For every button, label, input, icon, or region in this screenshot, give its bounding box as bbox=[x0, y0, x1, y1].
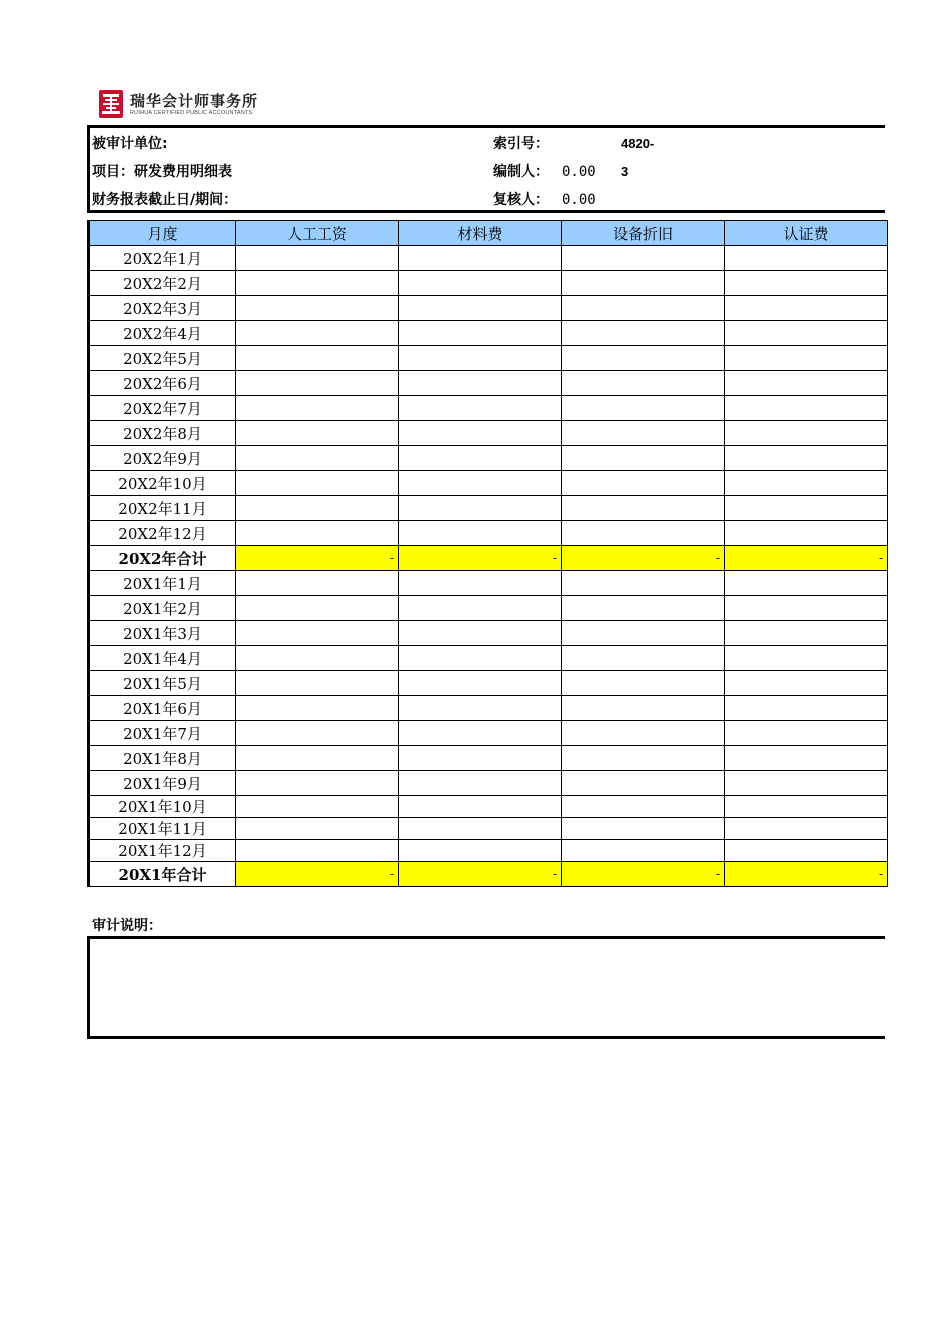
material-cell[interactable] bbox=[399, 296, 562, 321]
labor-cell[interactable] bbox=[236, 818, 399, 840]
table-header-row bbox=[89, 221, 888, 246]
depreciation-cell[interactable] bbox=[562, 296, 725, 321]
labor-cell[interactable] bbox=[236, 396, 399, 421]
certification-cell[interactable] bbox=[725, 671, 888, 696]
labor-cell[interactable] bbox=[236, 696, 399, 721]
firm-logo bbox=[97, 88, 258, 120]
index-value: 4820-3 bbox=[621, 136, 655, 179]
col-header-labor: 人工工资 bbox=[236, 221, 399, 246]
material-cell[interactable] bbox=[399, 818, 562, 840]
certification-cell[interactable] bbox=[725, 771, 888, 796]
month-cell: 20X2年12月 bbox=[89, 521, 236, 546]
labor-cell[interactable] bbox=[236, 246, 399, 271]
certification-cell[interactable] bbox=[725, 496, 888, 521]
depreciation-cell[interactable] bbox=[562, 721, 725, 746]
depreciation-cell[interactable] bbox=[562, 571, 725, 596]
month-cell: 20X1年2月 bbox=[89, 596, 236, 621]
material-cell[interactable] bbox=[399, 421, 562, 446]
month-cell: 20X2年7月 bbox=[89, 396, 236, 421]
labor-cell[interactable] bbox=[236, 796, 399, 818]
table-row bbox=[89, 521, 888, 546]
material-cell[interactable] bbox=[399, 671, 562, 696]
labor-cell[interactable] bbox=[236, 771, 399, 796]
depreciation-cell[interactable] bbox=[562, 818, 725, 840]
labor-cell[interactable] bbox=[236, 646, 399, 671]
month-cell: 20X1年8月 bbox=[89, 746, 236, 771]
material-cell[interactable] bbox=[399, 446, 562, 471]
depreciation-total-cell: - bbox=[562, 546, 725, 571]
certification-cell[interactable] bbox=[725, 746, 888, 771]
table-row bbox=[89, 621, 888, 646]
labor-total-cell: - bbox=[236, 546, 399, 571]
reviewer-value: 0.00 bbox=[562, 192, 596, 208]
period-label: 财务报表截止日/期间： bbox=[92, 192, 238, 208]
index-label: 索引号： bbox=[493, 136, 549, 152]
depreciation-cell[interactable] bbox=[562, 521, 725, 546]
labor-cell[interactable] bbox=[236, 496, 399, 521]
material-cell[interactable] bbox=[399, 796, 562, 818]
table-row bbox=[89, 571, 888, 596]
rd-expense-table bbox=[87, 220, 888, 887]
month-cell: 20X1年1月 bbox=[89, 571, 236, 596]
material-cell[interactable] bbox=[399, 596, 562, 621]
table-row bbox=[89, 371, 888, 396]
month-cell: 20X1年12月 bbox=[89, 840, 236, 862]
table-row bbox=[89, 771, 888, 796]
labor-cell[interactable] bbox=[236, 271, 399, 296]
entity-label: 被审计单位: bbox=[92, 136, 168, 152]
month-cell: 20X2年5月 bbox=[89, 346, 236, 371]
reviewer-label: 复核人： bbox=[493, 192, 549, 208]
certification-cell[interactable] bbox=[725, 396, 888, 421]
month-cell: 20X1年4月 bbox=[89, 646, 236, 671]
material-cell[interactable] bbox=[399, 396, 562, 421]
table-row bbox=[89, 818, 888, 840]
material-cell[interactable] bbox=[399, 746, 562, 771]
material-cell[interactable] bbox=[399, 771, 562, 796]
labor-cell[interactable] bbox=[236, 721, 399, 746]
labor-cell[interactable] bbox=[236, 371, 399, 396]
material-cell[interactable] bbox=[399, 571, 562, 596]
month-cell: 20X2年4月 bbox=[89, 321, 236, 346]
col-header-depreciation: 设备折旧 bbox=[562, 221, 725, 246]
month-cell: 20X2年9月 bbox=[89, 446, 236, 471]
certification-cell[interactable] bbox=[725, 818, 888, 840]
depreciation-cell[interactable] bbox=[562, 796, 725, 818]
table-row bbox=[89, 246, 888, 271]
material-total-cell: - bbox=[399, 862, 562, 887]
table-row bbox=[89, 271, 888, 296]
audit-notes-label: 审计说明： bbox=[92, 918, 162, 934]
audit-notes-box[interactable] bbox=[87, 936, 885, 1039]
month-cell: 20X2年3月 bbox=[89, 296, 236, 321]
certification-cell[interactable] bbox=[725, 346, 888, 371]
total-row bbox=[89, 862, 888, 887]
col-header-month: 月度 bbox=[89, 221, 236, 246]
depreciation-cell[interactable] bbox=[562, 496, 725, 521]
material-cell[interactable] bbox=[399, 496, 562, 521]
month-cell: 20X2年8月 bbox=[89, 421, 236, 446]
total-label: 20X1年合计 bbox=[89, 862, 236, 887]
depreciation-cell[interactable] bbox=[562, 246, 725, 271]
month-cell: 20X2年1月 bbox=[89, 246, 236, 271]
table-row bbox=[89, 446, 888, 471]
month-cell: 20X2年10月 bbox=[89, 471, 236, 496]
certification-cell[interactable] bbox=[725, 696, 888, 721]
depreciation-cell[interactable] bbox=[562, 840, 725, 862]
depreciation-cell[interactable] bbox=[562, 271, 725, 296]
labor-cell[interactable] bbox=[236, 321, 399, 346]
labor-cell[interactable] bbox=[236, 446, 399, 471]
material-cell[interactable] bbox=[399, 246, 562, 271]
month-cell: 20X1年3月 bbox=[89, 621, 236, 646]
table-row bbox=[89, 596, 888, 621]
depreciation-cell[interactable] bbox=[562, 621, 725, 646]
certification-cell[interactable] bbox=[725, 721, 888, 746]
material-cell[interactable] bbox=[399, 521, 562, 546]
material-cell[interactable] bbox=[399, 371, 562, 396]
ruihua-logo-icon bbox=[97, 89, 125, 119]
certification-total-cell: - bbox=[725, 546, 888, 571]
month-cell: 20X2年6月 bbox=[89, 371, 236, 396]
depreciation-cell[interactable] bbox=[562, 346, 725, 371]
table-row bbox=[89, 321, 888, 346]
certification-cell[interactable] bbox=[725, 596, 888, 621]
month-cell: 20X1年10月 bbox=[89, 796, 236, 818]
certification-cell[interactable] bbox=[725, 571, 888, 596]
labor-cell[interactable] bbox=[236, 521, 399, 546]
labor-cell[interactable] bbox=[236, 346, 399, 371]
material-cell[interactable] bbox=[399, 321, 562, 346]
labor-cell[interactable] bbox=[236, 421, 399, 446]
certification-cell[interactable] bbox=[725, 446, 888, 471]
certification-cell[interactable] bbox=[725, 840, 888, 862]
labor-cell[interactable] bbox=[236, 471, 399, 496]
depreciation-cell[interactable] bbox=[562, 371, 725, 396]
col-header-certification: 认证费 bbox=[725, 221, 888, 246]
month-cell: 20X1年5月 bbox=[89, 671, 236, 696]
certification-cell[interactable] bbox=[725, 621, 888, 646]
total-row bbox=[89, 546, 888, 571]
depreciation-total-cell: - bbox=[562, 862, 725, 887]
depreciation-cell[interactable] bbox=[562, 771, 725, 796]
depreciation-cell[interactable] bbox=[562, 596, 725, 621]
depreciation-cell[interactable] bbox=[562, 671, 725, 696]
depreciation-cell[interactable] bbox=[562, 646, 725, 671]
material-cell[interactable] bbox=[399, 621, 562, 646]
material-cell[interactable] bbox=[399, 840, 562, 862]
workpaper-header bbox=[87, 125, 885, 213]
project-label: 项目：研发费用明细表 bbox=[92, 164, 232, 180]
table-row bbox=[89, 696, 888, 721]
table-row bbox=[89, 796, 888, 818]
month-cell: 20X1年7月 bbox=[89, 721, 236, 746]
material-cell[interactable] bbox=[399, 471, 562, 496]
col-header-material: 材料费 bbox=[399, 221, 562, 246]
certification-cell[interactable] bbox=[725, 371, 888, 396]
certification-cell[interactable] bbox=[725, 321, 888, 346]
material-cell[interactable] bbox=[399, 696, 562, 721]
certification-cell[interactable] bbox=[725, 296, 888, 321]
table-row bbox=[89, 671, 888, 696]
table-row bbox=[89, 346, 888, 371]
certification-total-cell: - bbox=[725, 862, 888, 887]
certification-cell[interactable] bbox=[725, 796, 888, 818]
table-row bbox=[89, 396, 888, 421]
material-cell[interactable] bbox=[399, 271, 562, 296]
depreciation-cell[interactable] bbox=[562, 696, 725, 721]
table-row bbox=[89, 721, 888, 746]
firm-name-cn: 瑞华会计师事务所 bbox=[130, 91, 259, 110]
depreciation-cell[interactable] bbox=[562, 396, 725, 421]
labor-total-cell: - bbox=[236, 862, 399, 887]
certification-cell[interactable] bbox=[725, 271, 888, 296]
certification-cell[interactable] bbox=[725, 471, 888, 496]
month-cell: 20X2年2月 bbox=[89, 271, 236, 296]
depreciation-cell[interactable] bbox=[562, 421, 725, 446]
table-row bbox=[89, 471, 888, 496]
labor-cell[interactable] bbox=[236, 621, 399, 646]
material-cell[interactable] bbox=[399, 646, 562, 671]
table-row bbox=[89, 746, 888, 771]
table-row bbox=[89, 296, 888, 321]
table-row bbox=[89, 646, 888, 671]
material-total-cell: - bbox=[399, 546, 562, 571]
table-row bbox=[89, 421, 888, 446]
depreciation-cell[interactable] bbox=[562, 471, 725, 496]
month-cell: 20X1年9月 bbox=[89, 771, 236, 796]
certification-cell[interactable] bbox=[725, 521, 888, 546]
certification-cell[interactable] bbox=[725, 421, 888, 446]
preparer-value: 0.00 bbox=[562, 164, 596, 180]
month-cell: 20X1年11月 bbox=[89, 818, 236, 840]
table-row bbox=[89, 496, 888, 521]
labor-cell[interactable] bbox=[236, 296, 399, 321]
depreciation-cell[interactable] bbox=[562, 446, 725, 471]
labor-cell[interactable] bbox=[236, 671, 399, 696]
labor-cell[interactable] bbox=[236, 746, 399, 771]
preparer-label: 编制人： bbox=[493, 164, 549, 180]
certification-cell[interactable] bbox=[725, 246, 888, 271]
labor-cell[interactable] bbox=[236, 840, 399, 862]
total-label: 20X2年合计 bbox=[89, 546, 236, 571]
labor-cell[interactable] bbox=[236, 571, 399, 596]
month-cell: 20X2年11月 bbox=[89, 496, 236, 521]
depreciation-cell[interactable] bbox=[562, 321, 725, 346]
month-cell: 20X1年6月 bbox=[89, 696, 236, 721]
certification-cell[interactable] bbox=[725, 646, 888, 671]
material-cell[interactable] bbox=[399, 721, 562, 746]
material-cell[interactable] bbox=[399, 346, 562, 371]
firm-name-en: RUIHUA CERTIFIED PUBLIC ACCOUNTANTS bbox=[130, 109, 253, 116]
labor-cell[interactable] bbox=[236, 596, 399, 621]
depreciation-cell[interactable] bbox=[562, 746, 725, 771]
table-row bbox=[89, 840, 888, 862]
